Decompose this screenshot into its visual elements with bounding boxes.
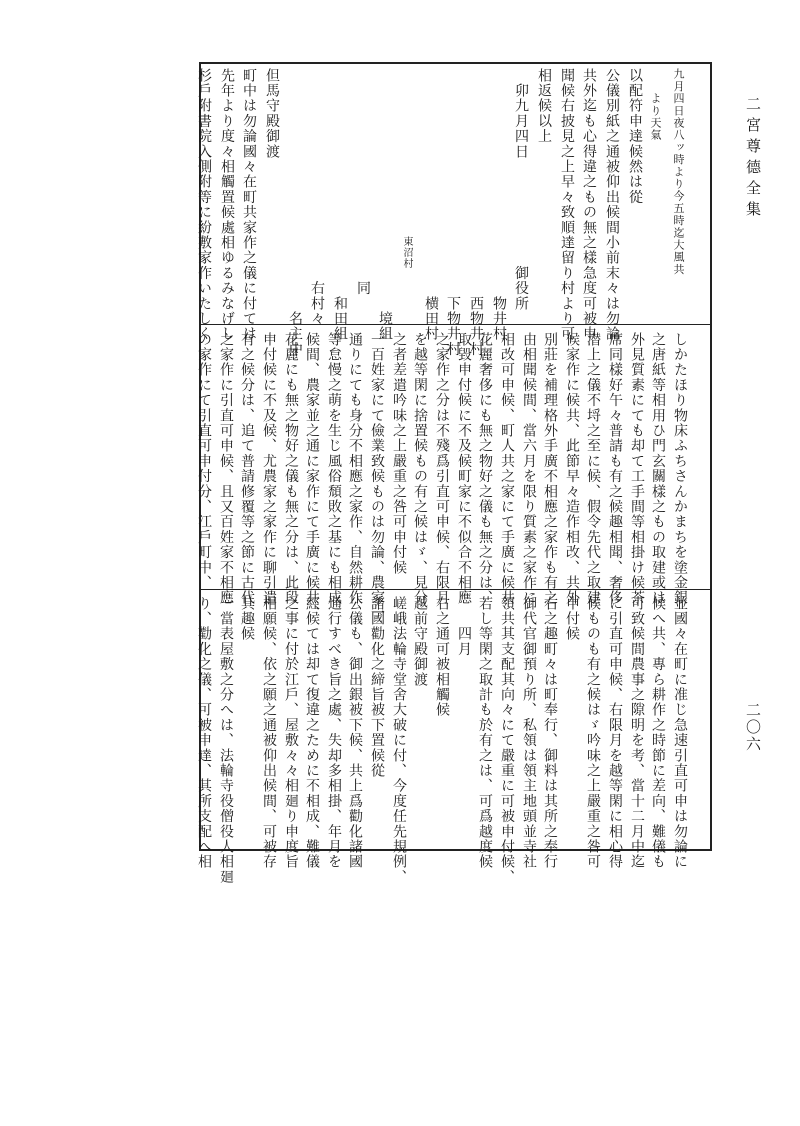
text-column: 申付候 <box>564 596 580 642</box>
text-column: 經候ては却て復違之ために不相成、難儀 <box>304 596 320 870</box>
text-column: り、勸化之儀、可被申達、其所支配へ相 <box>196 596 212 870</box>
text-column: 越前守殿御渡 <box>412 596 428 688</box>
text-column: 相改可申候、町人共之家にて手廣に候共 <box>499 332 515 606</box>
text-column: 相願候、依之願之通被仰出候間、可被存 <box>261 596 277 870</box>
text-column: 同 <box>355 68 371 296</box>
text-column: 嵯峨法輪寺堂舍大破に付、今度任先規例、 <box>391 596 407 885</box>
text-column: 名主中 <box>287 68 303 357</box>
text-column: 潜上之儀不埒之至に候、假令先代之取建 <box>585 332 601 606</box>
text-column: 横田村 <box>423 68 439 342</box>
text-column: 通りにても身分不相應之家作、自然耕作 <box>347 332 363 606</box>
text-column: 右村々 <box>309 68 325 327</box>
text-column: 公儀も、御出銀被下候、共上爲勸化諸國 <box>347 596 363 870</box>
text-column: 一當表屋敷之分へは、法輪寺役僧役人相廻 <box>218 596 234 885</box>
text-column: 諸國勸化之締旨被下置候從 <box>369 596 385 779</box>
text-column: 候間、農家並之通に家作にて手廣に候共、 <box>304 332 320 621</box>
text-column: 物井村 <box>491 68 507 342</box>
text-column: 並國々在町に准じ急速引直可申は勿論に <box>672 596 688 870</box>
text-column: 境組 <box>377 68 393 342</box>
text-column: 之唐紙等相用ひ門玄關樣之もの取建或は <box>650 332 666 606</box>
text-column: 外見質素にても却て工手間等相掛け候茶 <box>629 332 645 606</box>
text-column: 杉戶附書院入側附等に紛敷家作いたしく <box>196 68 212 342</box>
running-head: 二宮尊德全集 <box>744 96 762 222</box>
text-column: 若し等閑之取計も於有之は、可爲越度候 <box>477 596 493 870</box>
text-column: 先年より度々相觸置候處相ゆるみなげし <box>219 68 235 342</box>
text-column: 通行すべき旨之處、失却多相掛、年月を <box>326 596 342 870</box>
text-column: 花麗にも無之物好之儀も無之分は、此段 <box>283 332 299 606</box>
text-column: 聞候右披見之上早々致順達留り村より可 <box>559 68 575 342</box>
text-column: 之家作に引直可申候、且又百姓家不相應 <box>218 332 234 606</box>
text-column: を越等閑に捨置候もの有之候はゞ、見分 <box>412 332 428 606</box>
text-column: 等怠慢之萌を生じ風俗頹敗之基にも相成 <box>326 332 342 606</box>
page-number: 二〇六 <box>744 702 762 753</box>
text-column: 東沼村 <box>401 68 412 270</box>
text-column: 候へ共、專ら耕作之時節に差向、難儀も <box>650 596 666 870</box>
text-column: 席同樣好午々普請も有之候趣相聞、奢侈 <box>607 332 623 606</box>
text-column: 之家作之分は不殘爲引直可申候、右限月 <box>434 332 450 606</box>
text-column: の家作にて引直可申付分、江戶町中、 <box>196 332 212 591</box>
text-column: 取毀申付候に不及候町家に不似合不相應 <box>456 332 472 606</box>
text-column: 以配符申達候然は從 <box>627 68 643 205</box>
text-column: 九月四日夜八ッ時より今五時迄大風共 <box>672 68 685 276</box>
text-column: 由相聞候間、當六月を限り質素之家作に <box>521 332 537 606</box>
text-column: 之者差遣吟味之上嚴重之咎可申付候 <box>391 332 407 576</box>
text-column: 町中は勿論國々在町共家作之儀に付ては <box>241 68 257 342</box>
text-column: 候家作に候共、此節早々造作相改、共外 <box>564 332 580 606</box>
text-column: 右之通可被相觸候 <box>434 596 450 718</box>
text-column: 領共其支配其向々にて嚴重に可被申付候、 <box>499 596 515 885</box>
text-column: より天氣 <box>649 68 662 142</box>
text-column: 右之趣町々は町奉行、御料は其所之奉行 <box>542 596 558 870</box>
text-column: 但馬守殿御渡 <box>264 68 280 160</box>
text-column: 卯九月四日 御役所 <box>513 68 529 312</box>
text-column: 候ものも有之候はゞ吟味之上嚴重之咎可 <box>585 596 601 870</box>
text-column: 下物井村 <box>445 68 461 357</box>
text-column: 共外迄も心得違之もの無之樣急度可被申 <box>581 68 597 342</box>
text-column: 申付候に不及候、尤農家之家作に聊引遣 <box>261 332 277 606</box>
text-column: 公儀別紙之通被仰出候間小前末々は勿論 <box>604 68 620 342</box>
text-column: 相返候以上 <box>536 68 552 144</box>
text-column: 和田組 <box>332 68 348 342</box>
text-column: 西物井村 <box>468 68 484 357</box>
text-column: 之事に付於江戶、屋敷々々相廻り申度旨 <box>283 596 299 870</box>
text-column: 有之候分は、追て普請修覆等之節に古代 <box>239 332 255 606</box>
text-column: 其趣候 <box>239 596 255 642</box>
text-column: に引直可申候、右限月を越等閑に相心得 <box>607 596 623 870</box>
text-column: 別莊を補理格外手廣不相應之家作も有之 <box>542 332 558 606</box>
text-column: 四月 <box>456 596 472 657</box>
text-column: 一百姓家にて儉業致候ものは勿論、農家一 <box>369 332 385 621</box>
text-column: 花麗奢侈にも無之物好之儀も無之分は、 <box>477 332 493 606</box>
text-column: 御代官御預り所、私領は領主地頭並寺社 <box>521 596 537 870</box>
text-column: 可致候間農事之隙明を考、當十二月中迄 <box>629 596 645 870</box>
text-column: しかたほり物床ふちさんかまちを塗金銀 <box>672 332 688 606</box>
